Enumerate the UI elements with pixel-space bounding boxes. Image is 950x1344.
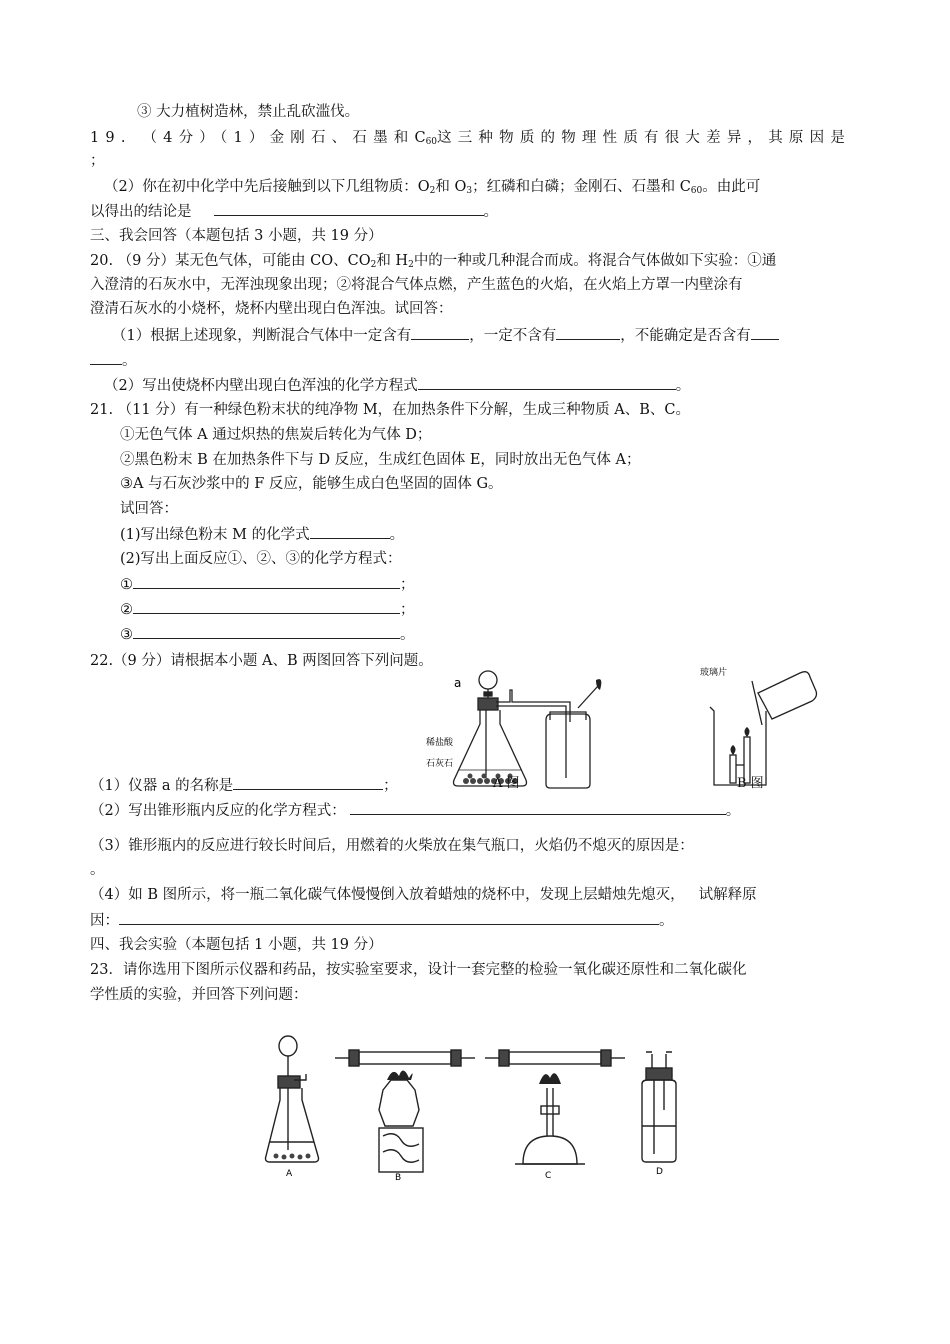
q22-part-2-period: 。 (725, 803, 741, 819)
q20-part-1-end (90, 350, 137, 371)
q22-part-1-semicolon: ； (383, 778, 398, 794)
apparatus-d-label: D (656, 1167, 663, 1177)
section-3-heading: 三、我会回答（本题包括 3 小题，共 19 分） (90, 228, 383, 244)
q22-part-4-line-1 (90, 885, 757, 905)
label-a: a (454, 676, 462, 690)
apparatus-b-label: B (395, 1173, 402, 1183)
q21-item-3: ③A 与石灰沙浆中的 F 反应，能够生成白色坚固的固体 G。 (120, 476, 503, 492)
q20-blank-3-cont[interactable] (90, 350, 122, 365)
q21-eq-2-semicolon: ； (400, 602, 415, 618)
q22-part-2-text: （2）写出锥形瓶内反应的化学方程式： (90, 803, 346, 819)
q20-part-1-period: 。 (122, 353, 137, 369)
q19-and-o3: 和 O (435, 179, 467, 195)
q21-eq-1-semicolon: ； (400, 577, 415, 593)
c60-symbol: C (414, 130, 426, 146)
q20-blank-1[interactable] (411, 325, 469, 340)
q21-part-2: (2)写出上面反应①、②、③的化学方程式： (120, 551, 402, 567)
q20-blank-3[interactable] (751, 325, 779, 340)
q23-apparatus-b (335, 1040, 475, 1183)
q19-line-1-text: 19. （4分）（1）金刚石、石墨和 (90, 130, 415, 146)
o3-subscript: 3 (466, 186, 473, 196)
q20-blank-2[interactable] (556, 325, 620, 340)
q22-reason-blank[interactable] (119, 910, 659, 925)
q22-part-4-tail: 试解释原 (698, 887, 757, 903)
label-limestone: 石灰石 (426, 759, 454, 769)
q20-text-b: 和 H (376, 253, 409, 269)
q23-line-1: 23．请你选用下图所示仪器和药品，按实验室要求，设计一套完整的检验一氧化碳还原性和二氧化碳化 (90, 962, 747, 978)
q21-eq-1-mark: ① (120, 577, 133, 593)
q19-semicolon: ； (90, 153, 105, 169)
q19-line-1-rest: 这三种物质的物理性质有很大差异，其原因是 (437, 130, 852, 146)
figure-a-apparatus (426, 660, 630, 795)
q20-part-1 (112, 325, 779, 346)
q21-formula-blank[interactable] (310, 524, 390, 539)
q21-eq-2 (120, 599, 415, 620)
q20-part-1-c: ，不能确定是否含有 (620, 328, 751, 344)
q22-part-1 (90, 775, 398, 796)
q20-part-1-a: （1）根据上述现象，判断混合气体中一定含有 (112, 328, 412, 344)
apparatus-c-label: C (545, 1171, 552, 1181)
q23-apparatus-a (262, 1030, 332, 1180)
q22-part-2 (90, 800, 740, 821)
q22-part-4-because: 因： (90, 913, 119, 929)
q23-line-2: 学性质的实验，并回答下列问题： (90, 987, 308, 1003)
q21-eq-3-blank[interactable] (133, 624, 400, 639)
q21-eq-2-blank[interactable] (133, 599, 400, 614)
q21-part-1-period: 。 (389, 527, 405, 543)
q21-part-1 (120, 524, 404, 545)
q21-part-1-text: (1)写出绿色粉末 M 的化学式 (120, 527, 310, 543)
q20-part-1-b: ，一定不含有 (469, 328, 557, 344)
q23-apparatus-c (485, 1040, 625, 1180)
q21-item-1: ①无色气体 A 通过炽热的焦炭后转化为气体 D； (120, 427, 432, 443)
q22-part-1-text: （1）仪器 a 的名称是 (90, 778, 234, 794)
q20-part-2 (104, 375, 690, 396)
apparatus-a-label: A (286, 1169, 293, 1179)
q21-eq-2-mark: ② (120, 602, 133, 618)
section-4-heading: 四、我会实验（本题包括 1 小题，共 19 分） (90, 937, 383, 953)
q22-line-1: 22.（9 分）请根据本小题 A、B 两图回答下列问题。 (90, 653, 433, 669)
o2-subscript: 2 (429, 186, 436, 196)
q20-line-1 (90, 251, 776, 271)
q21-eq-3-period: 。 (400, 627, 415, 643)
figure-a-label: A 图 (493, 776, 520, 791)
figure-b-label: B 图 (737, 776, 764, 791)
q19-part-2-text-b: ；红磷和白磷；金刚石、石墨和 C (472, 179, 691, 195)
q21-eq-3 (120, 624, 415, 645)
q19-part-2-line-1 (104, 177, 760, 197)
q21-item-2: ②黑色粉末 B 在加热条件下与 D 反应，生成红色固体 E，同时放出无色气体 A； (120, 452, 641, 468)
q19-period: 。 (483, 204, 498, 220)
q20-line-3: 澄清石灰水的小烧杯，烧杯内壁出现白色浑浊。试回答： (90, 301, 453, 317)
q19-part-2-text-c: 。由此可 (702, 179, 761, 195)
q23-apparatus-d (636, 1050, 686, 1180)
q19-line-1 (90, 128, 851, 148)
co2-subscript: 2 (370, 260, 377, 270)
q20-part-2-text: （2）写出使烧杯内壁出现白色浑浊的化学方程式 (104, 378, 418, 394)
q21-eq-1 (120, 574, 415, 595)
figure-b-apparatus (700, 665, 820, 790)
q21-eq-1-blank[interactable] (133, 574, 400, 589)
q22-part-4-text: （4）如 B 图所示，将一瓶二氧化碳气体慢慢倒入放着蜡烛的烧杯中，发现上层蜡烛先熄灭， (90, 887, 685, 903)
q21-ask: 试回答： (120, 501, 178, 517)
q19-part-2-text-a: （2）你在初中化学中先后接触到以下几组物质：O (104, 179, 430, 195)
c60-subscript: 60 (425, 137, 438, 147)
q22-part-4-period: 。 (659, 913, 674, 929)
q22-equation-blank[interactable] (350, 800, 726, 815)
label-dilute-hcl: 稀盐酸 (426, 738, 454, 748)
label-glass-slide: 玻璃片 (700, 668, 728, 678)
q21-line-1: 21. （11 分）有一种绿色粉末状的纯净物 M，在加热条件下分解，生成三种物质 A、B、C。 (90, 402, 691, 418)
q19-conclusion-label: 以得出的结论是 (90, 204, 192, 220)
q21-eq-3-mark: ③ (120, 627, 133, 643)
h2-subscript: 2 (408, 260, 414, 270)
c60-subscript-2: 60 (690, 186, 703, 196)
q22-part-4-line-2 (90, 910, 674, 931)
q20-line-2: 入澄清的石灰水中，无浑浊现象出现；②将混合气体点燃，产生蓝色的火焰，在火焰上方罩一内壁涂有 (90, 277, 743, 293)
q20-text-c: 中的一种或几种混合而成。将混合气体做如下实验：①通 (413, 253, 777, 269)
q22-part-3: （3）锥形瓶内的反应进行较长时间后，用燃着的火柴放在集气瓶口，火焰仍不熄灭的原因是： (90, 838, 694, 854)
q22-part-3-period: 。 (90, 862, 105, 878)
q18-item-3: ③ 大力植树造林，禁止乱砍滥伐。 (137, 104, 360, 120)
q20-text-a: 20. （9 分）某无色气体，可能由 CO、CO (90, 253, 371, 269)
q19-answer-blank[interactable] (214, 201, 484, 216)
q20-equation-blank[interactable] (418, 375, 676, 390)
q22-instrument-blank[interactable] (233, 775, 383, 790)
q20-part-2-period: 。 (675, 378, 691, 394)
q19-part-2-line-2 (90, 201, 498, 222)
